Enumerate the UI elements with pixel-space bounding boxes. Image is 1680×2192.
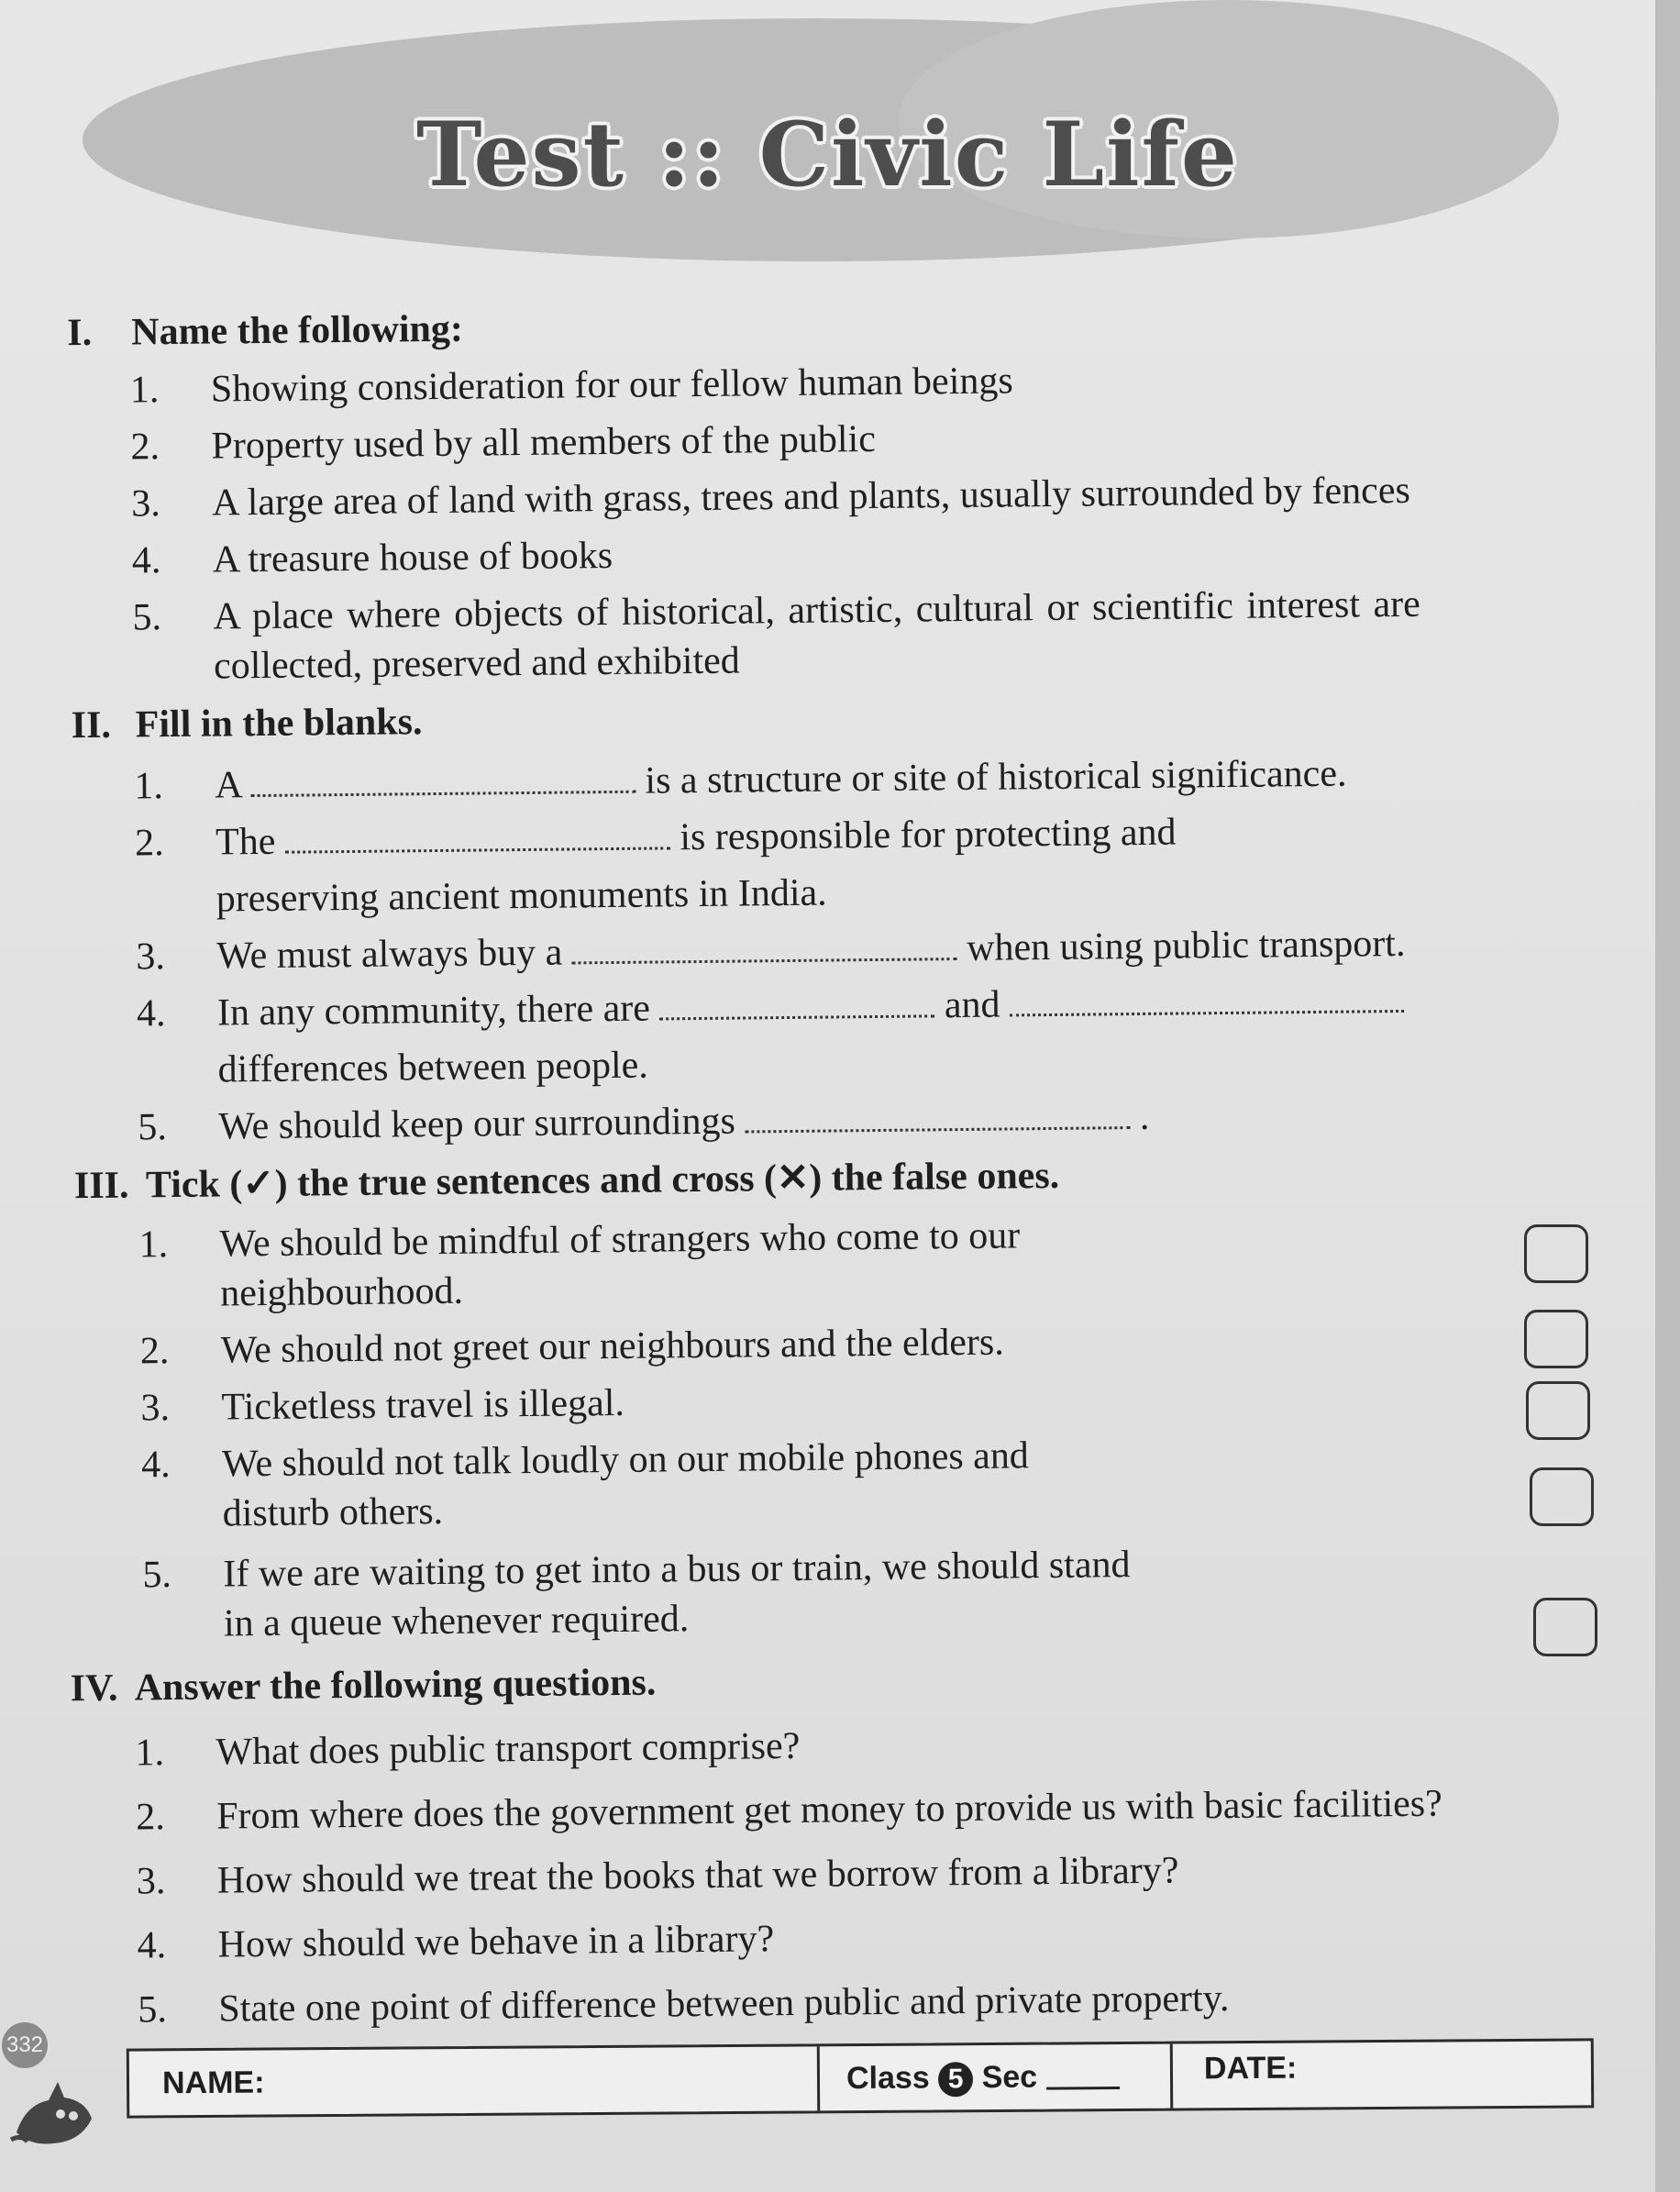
item-number: 1.	[135, 1732, 165, 1775]
blank-suffix: is a structure or site of historical significance.	[645, 752, 1347, 803]
tick-checkbox[interactable]	[1533, 1598, 1597, 1656]
page-title: Test :: Civic Life	[416, 103, 1239, 206]
blank-suffix: .	[1139, 1095, 1150, 1138]
blank-prefix: In any community, there are	[216, 987, 651, 1035]
item-number: 5.	[142, 1554, 172, 1597]
date-label: DATE:	[1203, 2050, 1298, 2087]
mascot-icon	[7, 2068, 99, 2151]
divider	[817, 2046, 820, 2110]
item-text: Property used by all members of the public	[211, 417, 877, 468]
item-number: 2.	[130, 426, 160, 469]
blank-prefix: The	[215, 820, 276, 864]
page-number: 332	[2, 2022, 48, 2068]
section-title: Tick (✓) the true sentences and cross (✕) the false ones.	[145, 1154, 1060, 1207]
item-text: preserving ancient monuments in India.	[216, 871, 827, 921]
item-text	[216, 806, 1177, 869]
divider	[1170, 2044, 1173, 2109]
page-edge	[1655, 0, 1680, 2192]
item-text: We should be mindful of strangers who come to our	[219, 1214, 1021, 1266]
item-text	[217, 974, 1405, 1040]
item-text: We should not talk loudly on our mobile phones and	[221, 1434, 1030, 1486]
blank-line[interactable]	[659, 991, 934, 1020]
blank-line[interactable]	[285, 823, 670, 853]
item-text: State one point of difference between public and private property.	[218, 1977, 1230, 2031]
section-blank-line[interactable]	[1046, 2068, 1120, 2090]
item-text	[216, 917, 1406, 983]
item-text: Ticketless travel is illegal.	[221, 1381, 625, 1429]
tick-checkbox[interactable]	[1524, 1310, 1588, 1368]
item-number: 5.	[132, 596, 162, 639]
item-text: How should we treat the books that we borrow from a library?	[216, 1849, 1179, 1902]
class-number-badge: 5	[938, 2062, 973, 2097]
item-number: 1.	[129, 369, 160, 412]
blank-line[interactable]	[572, 934, 957, 964]
section-number: I.	[67, 311, 93, 355]
blank-suffix: is responsible for protecting and	[680, 811, 1177, 859]
item-number: 1.	[134, 765, 164, 808]
tick-checkbox[interactable]	[1524, 1224, 1588, 1283]
item-number: 4.	[131, 539, 161, 582]
item-number: 5.	[138, 1988, 168, 2031]
section-title: Fill in the blanks.	[135, 701, 423, 747]
section-title: Answer the following questions.	[134, 1661, 657, 1710]
section-number: IV.	[70, 1666, 118, 1710]
item-text: How should we behave in a library?	[217, 1918, 775, 1966]
item-number: 1.	[138, 1223, 169, 1267]
item-number: 2.	[135, 1796, 165, 1839]
item-number: 3.	[140, 1387, 171, 1430]
item-text: in a queue whenever required.	[223, 1598, 690, 1645]
item-number: 5.	[138, 1106, 168, 1149]
item-text: From where does the government get money to provide us with basic facilities?	[216, 1782, 1443, 1838]
item-number: 2.	[139, 1330, 170, 1373]
item-text: neighbourhood.	[219, 1269, 464, 1315]
item-number: 4.	[140, 1444, 171, 1487]
tick-checkbox[interactable]	[1526, 1381, 1590, 1440]
item-number: 3.	[136, 935, 166, 979]
item-text: A treasure house of books	[212, 534, 613, 581]
item-text: We should not greet our neighbours and the elders.	[220, 1321, 1004, 1372]
item-number: 4.	[136, 992, 166, 1035]
item-number: 3.	[130, 482, 160, 526]
section-number: III.	[73, 1164, 129, 1208]
item-text: What does public transport comprise?	[216, 1724, 801, 1774]
item-number: 2.	[134, 822, 164, 865]
section-heading	[74, 1152, 1060, 1208]
item-text	[218, 1090, 1150, 1154]
item-text: If we are waiting to get into a bus or train, we should stand	[223, 1544, 1131, 1596]
section-title: Name the following:	[130, 307, 464, 354]
section-label: Sec	[981, 2059, 1038, 2096]
item-text: collected, preserved and exhibited	[213, 639, 741, 688]
blank-conjunction: and	[944, 983, 1000, 1027]
item-number: 3.	[136, 1860, 166, 1903]
blank-prefix: We must always buy a	[216, 931, 563, 978]
blank-prefix: We should keep our surroundings	[218, 1100, 736, 1148]
section-heading	[67, 307, 463, 356]
blank-line[interactable]	[250, 767, 636, 797]
blank-line[interactable]	[1010, 986, 1404, 1017]
blank-line[interactable]	[745, 1102, 1130, 1133]
item-text: disturb others.	[222, 1489, 444, 1535]
class-section-field	[846, 2044, 1120, 2110]
student-info-bar	[127, 2038, 1594, 2118]
section-number: II.	[71, 703, 112, 747]
item-text: A place where objects of historical, artistic, cultural or scientific interest are	[213, 582, 1420, 638]
item-text: A large area of land with grass, trees and plants, usually surrounded by fences	[211, 469, 1411, 525]
blank-prefix: A	[215, 764, 241, 807]
blank-suffix: when using public transport.	[966, 922, 1406, 969]
item-text: Showing consideration for our fellow human beings	[210, 360, 1013, 411]
tick-checkbox[interactable]	[1530, 1467, 1594, 1526]
item-text: differences between people.	[217, 1044, 649, 1091]
section-heading	[70, 1661, 656, 1711]
name-label: NAME:	[161, 2065, 265, 2101]
section-heading	[71, 700, 422, 747]
item-text	[215, 747, 1347, 813]
item-number: 4.	[137, 1924, 167, 1967]
class-label: Class	[846, 2060, 930, 2097]
